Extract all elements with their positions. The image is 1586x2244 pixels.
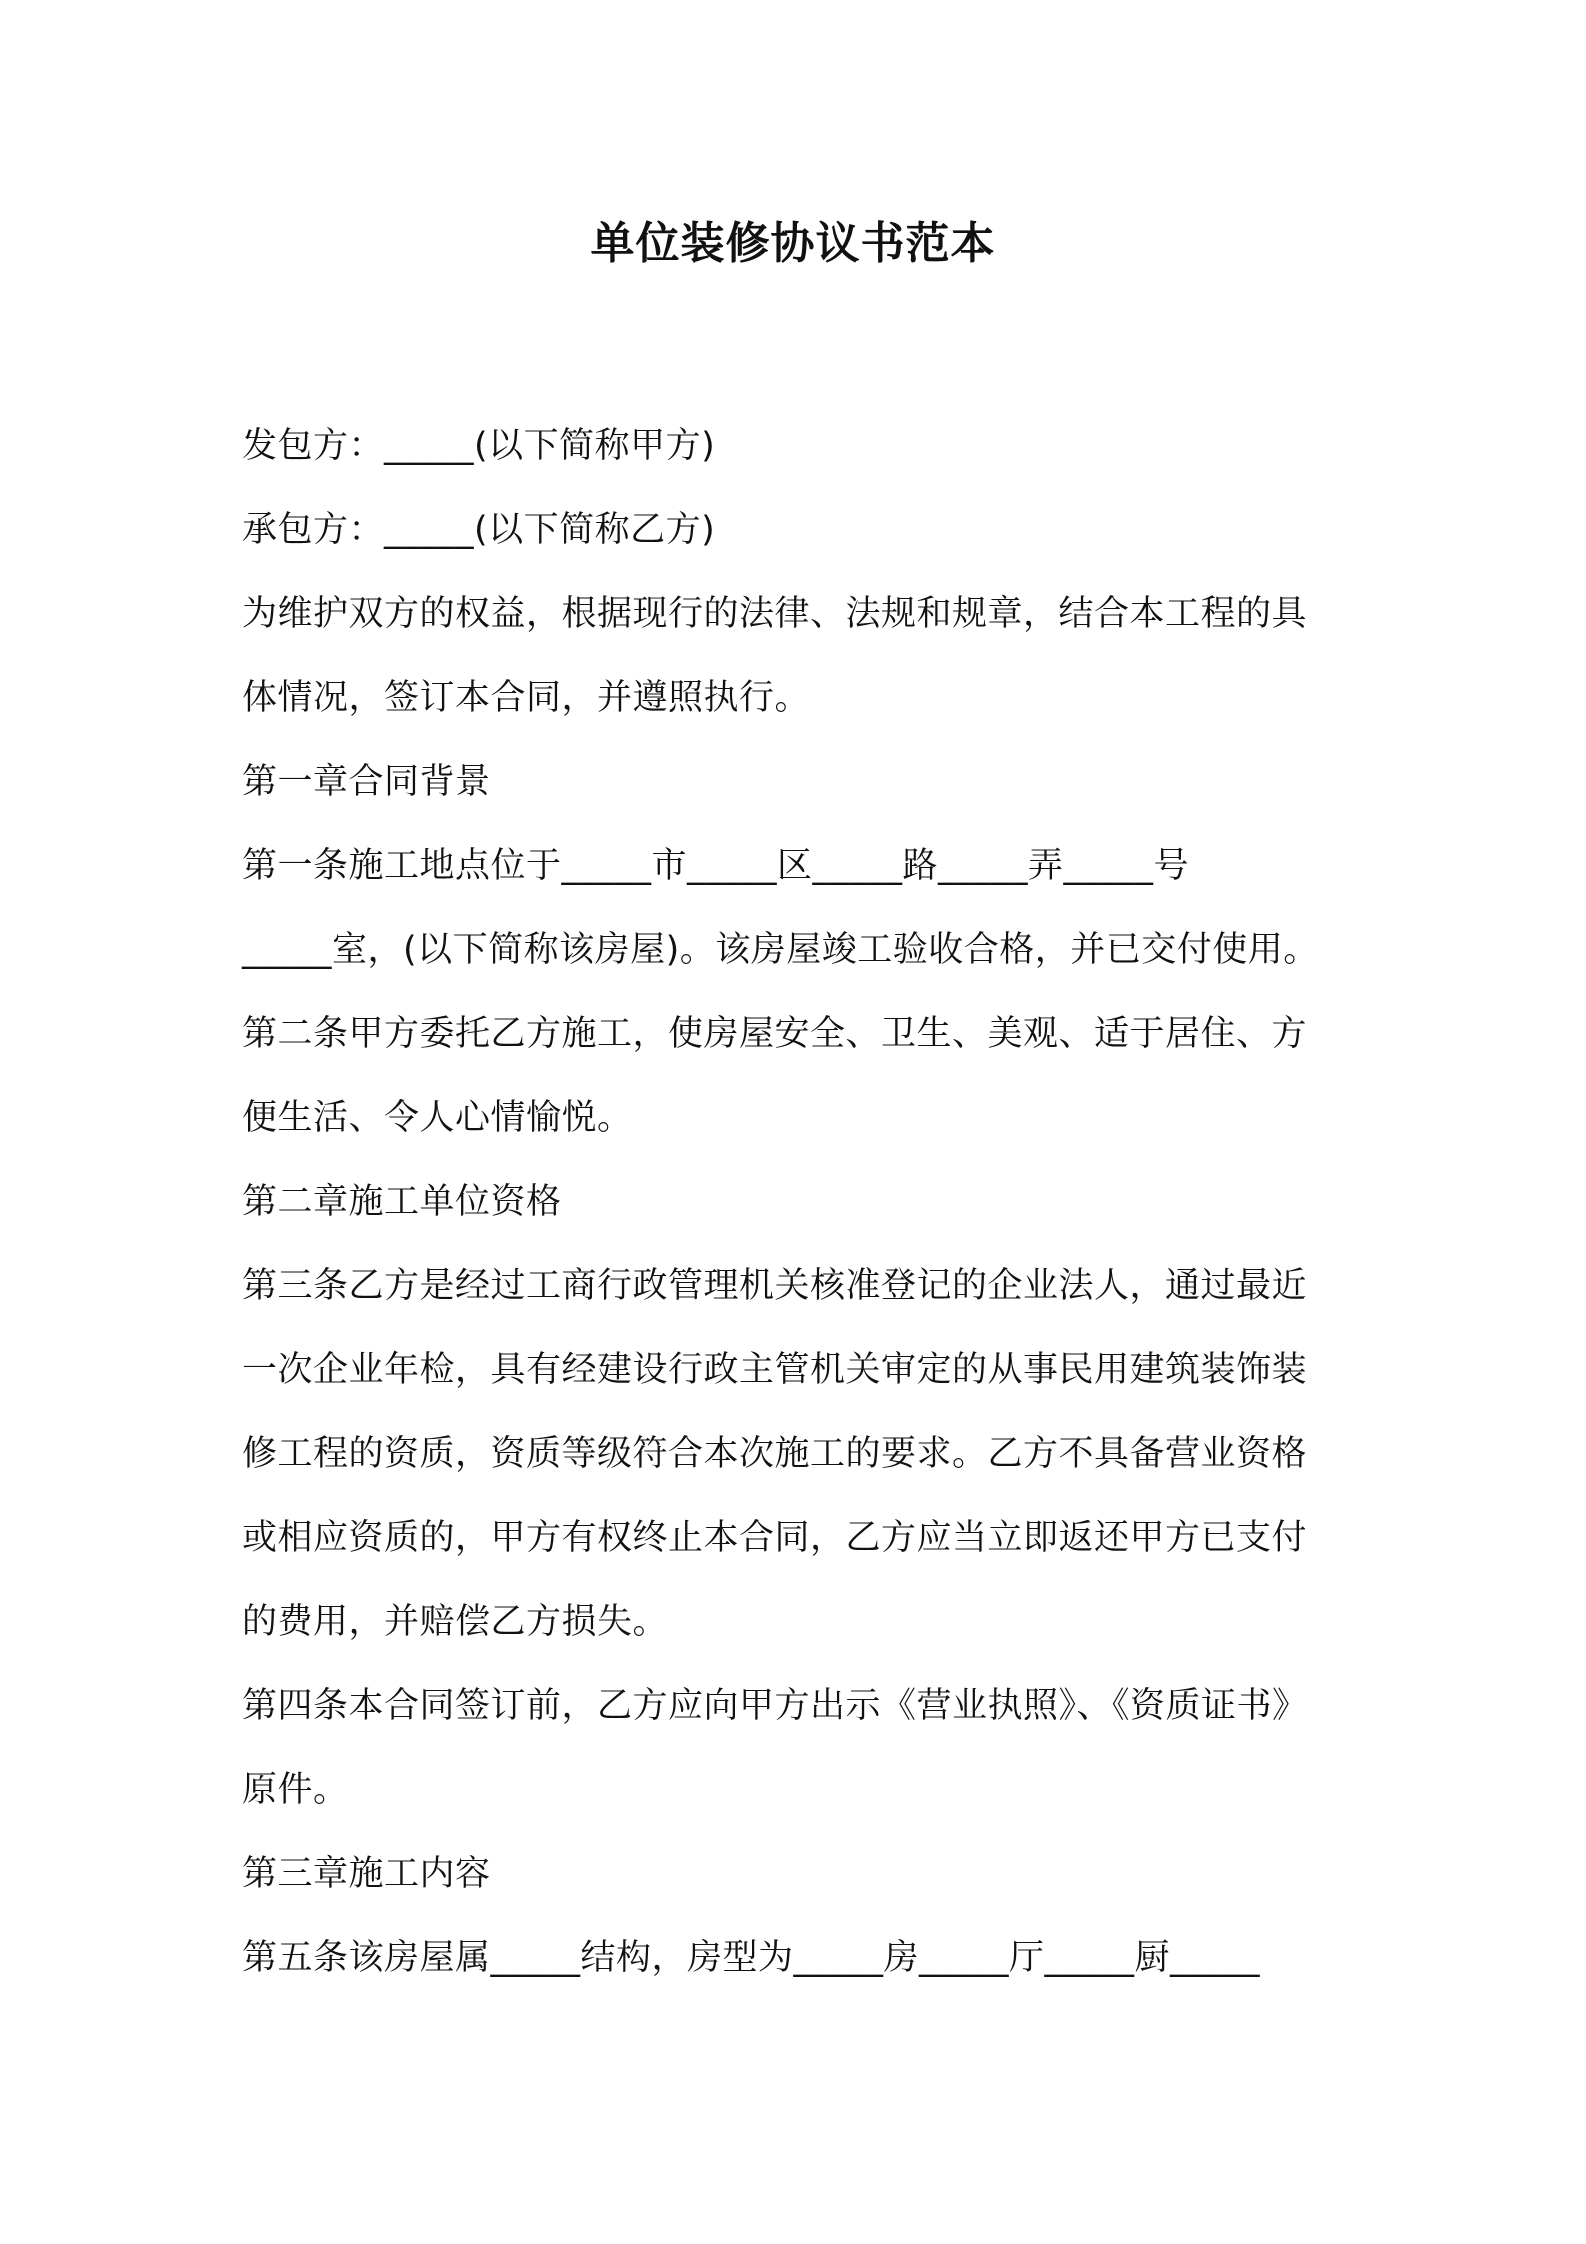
article-1-line-1: 第一条施工地点位于_____市_____区_____路_____弄_____号 (242, 846, 1190, 886)
document-body (242, 404, 1362, 2000)
preamble-line-1: 为维护双方的权益，根据现行的法律、法规和规章，结合本工程的具 (242, 594, 1308, 634)
article-3-line-3: 修工程的资质，资质等级符合本次施工的要求。乙方不具备营业资格 (242, 1434, 1308, 1474)
chapter-1-heading: 第一章合同背景 (242, 762, 491, 802)
party-b-line: 承包方：_____(以下简称乙方) (242, 510, 716, 550)
article-2-line-2: 便生活、令人心情愉悦。 (242, 1098, 633, 1138)
article-5-line-1: 第五条该房屋属_____结构，房型为_____房_____厅_____厨_____ (242, 1938, 1261, 1978)
chapter-3-heading: 第三章施工内容 (242, 1854, 491, 1894)
article-1-line-2: _____室，(以下简称该房屋)。该房屋竣工验收合格，并已交付使用。 (242, 930, 1319, 970)
article-3-line-4: 或相应资质的，甲方有权终止本合同，乙方应当立即返还甲方已支付 (242, 1518, 1308, 1558)
document-title: 单位装修协议书范本 (590, 218, 996, 269)
article-3-line-2: 一次企业年检，具有经建设行政主管机关审定的从事民用建筑装饰装 (242, 1350, 1308, 1390)
chapter-2-heading: 第二章施工单位资格 (242, 1182, 562, 1222)
article-3-line-5: 的费用，并赔偿乙方损失。 (242, 1602, 669, 1642)
article-2-line-1: 第二条甲方委托乙方施工，使房屋安全、卫生、美观、适于居住、方 (242, 1014, 1308, 1054)
article-4-line-1: 第四条本合同签订前，乙方应向甲方出示《营业执照》、《资质证书》 (242, 1686, 1308, 1726)
article-3-line-1: 第三条乙方是经过工商行政管理机关核准登记的企业法人，通过最近 (242, 1266, 1308, 1306)
preamble-line-2: 体情况，签订本合同，并遵照执行。 (242, 678, 811, 718)
article-4-line-2: 原件。 (242, 1770, 349, 1810)
party-a-line: 发包方：_____(以下简称甲方) (242, 426, 716, 466)
